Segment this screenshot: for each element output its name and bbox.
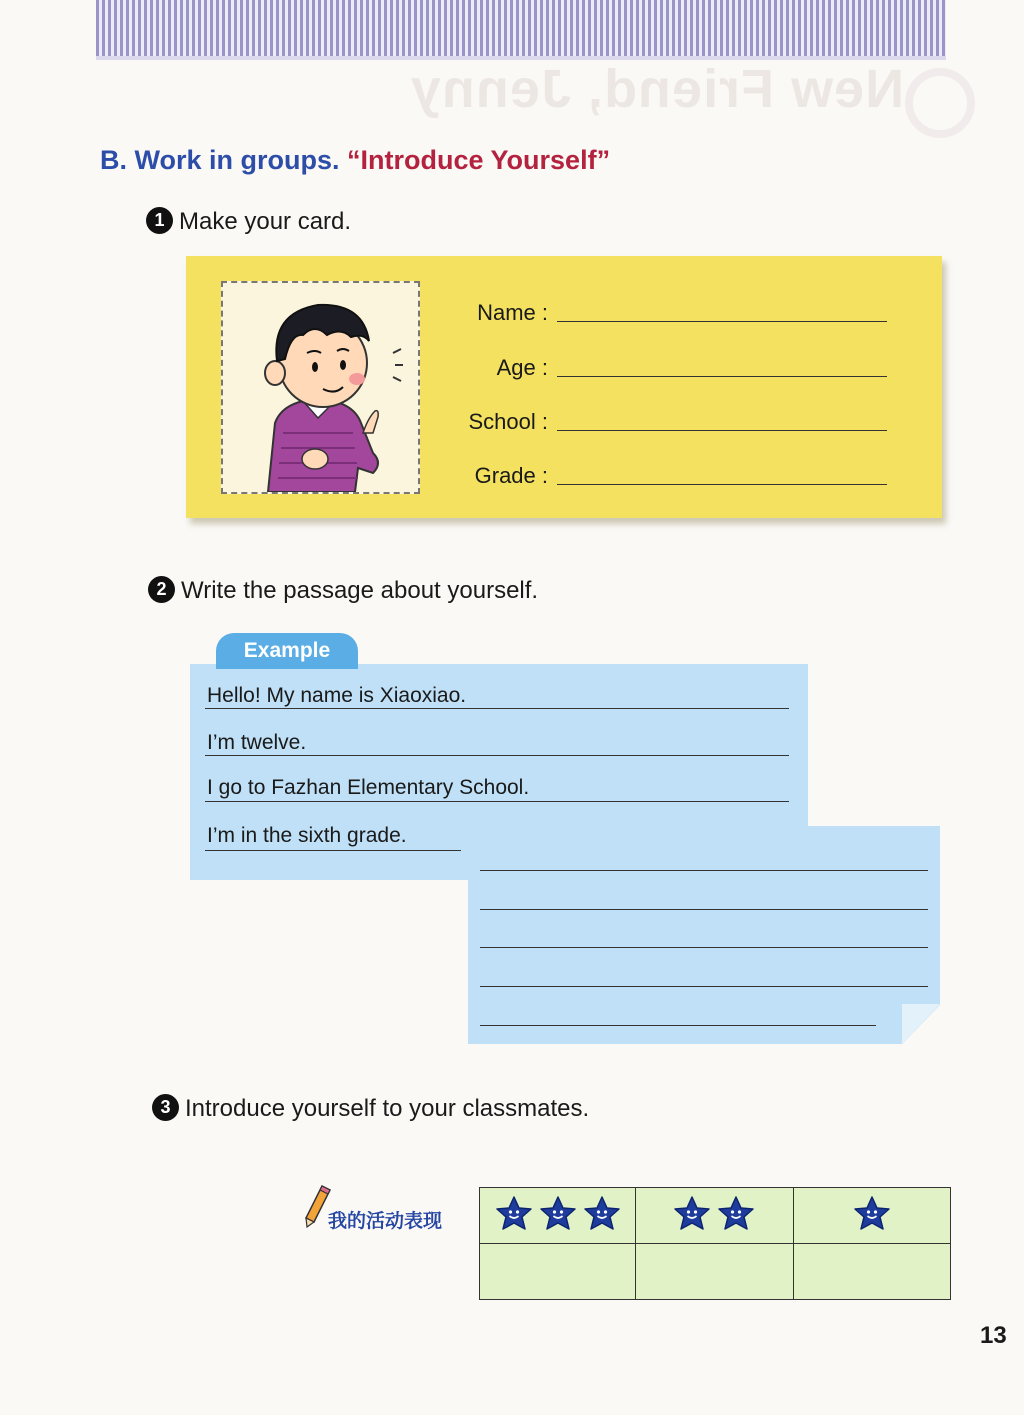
step-3 [152,1095,589,1123]
example-line-1: Hello! My name is Xiaoxiao. [207,684,467,707]
card-line-name[interactable] [557,321,887,322]
star-icon [717,1195,755,1231]
rating-check-cell-3[interactable] [793,1244,950,1300]
writing-line-4[interactable] [480,986,928,987]
card-line-age[interactable] [557,376,887,377]
ghost-title: New Friend, Jenny [410,59,905,119]
step-3-text: Introduce yourself to your classmates. [185,1095,590,1122]
example-rule-1 [205,708,789,709]
rating-cell-two-stars [636,1188,793,1244]
rating-cell-one-star [793,1188,950,1244]
example-line-3: I go to Fazhan Elementary School. [207,776,530,799]
page-number: 13 [980,1322,1007,1349]
boy-illustration [223,283,418,492]
rating-label: 我的活动表现 [328,1210,443,1232]
rating-cell-three-stars [480,1188,636,1244]
star-icon [673,1195,711,1231]
section-lead: B. Work in groups. [100,145,340,175]
star-icon [853,1195,891,1231]
example-rule-2 [205,755,789,756]
card-label-grade: Grade : [474,463,548,488]
star-icon [495,1195,533,1231]
top-stripe-band [96,0,946,56]
example-rule-3 [205,801,789,802]
card-line-school[interactable] [557,430,887,431]
photo-frame [221,281,420,494]
step-2-text: Write the passage about yourself. [181,577,539,604]
card-label-age: Age : [496,355,548,380]
example-line-2: I’m twelve. [207,731,307,754]
rating-check-cell-2[interactable] [636,1244,793,1300]
star-icon [583,1195,621,1231]
step-2 [148,577,538,605]
example-rule-4 [205,850,461,851]
step-3-number: 3 [152,1094,179,1121]
card-label-school: School : [468,409,548,434]
section-quote: “Introduce Yourself” [347,145,611,175]
ghost-unit-circle [905,68,975,138]
step-1-number: 1 [146,207,173,234]
writing-line-5[interactable] [480,1025,876,1026]
writing-line-2[interactable] [480,909,928,910]
card-line-grade[interactable] [557,484,887,485]
writing-line-3[interactable] [480,947,928,948]
writing-box [468,826,940,1044]
writing-line-1[interactable] [480,870,928,871]
step-1-text: Make your card. [179,208,352,235]
step-2-number: 2 [148,576,175,603]
rating-check-cell-1[interactable] [480,1244,636,1300]
example-tab: Example [216,633,358,669]
rating-table [479,1187,951,1300]
star-icon [539,1195,577,1231]
section-title [100,145,610,176]
example-line-4: I’m in the sixth grade. [207,824,407,847]
step-1 [146,208,351,236]
card-label-name: Name : [477,300,548,325]
